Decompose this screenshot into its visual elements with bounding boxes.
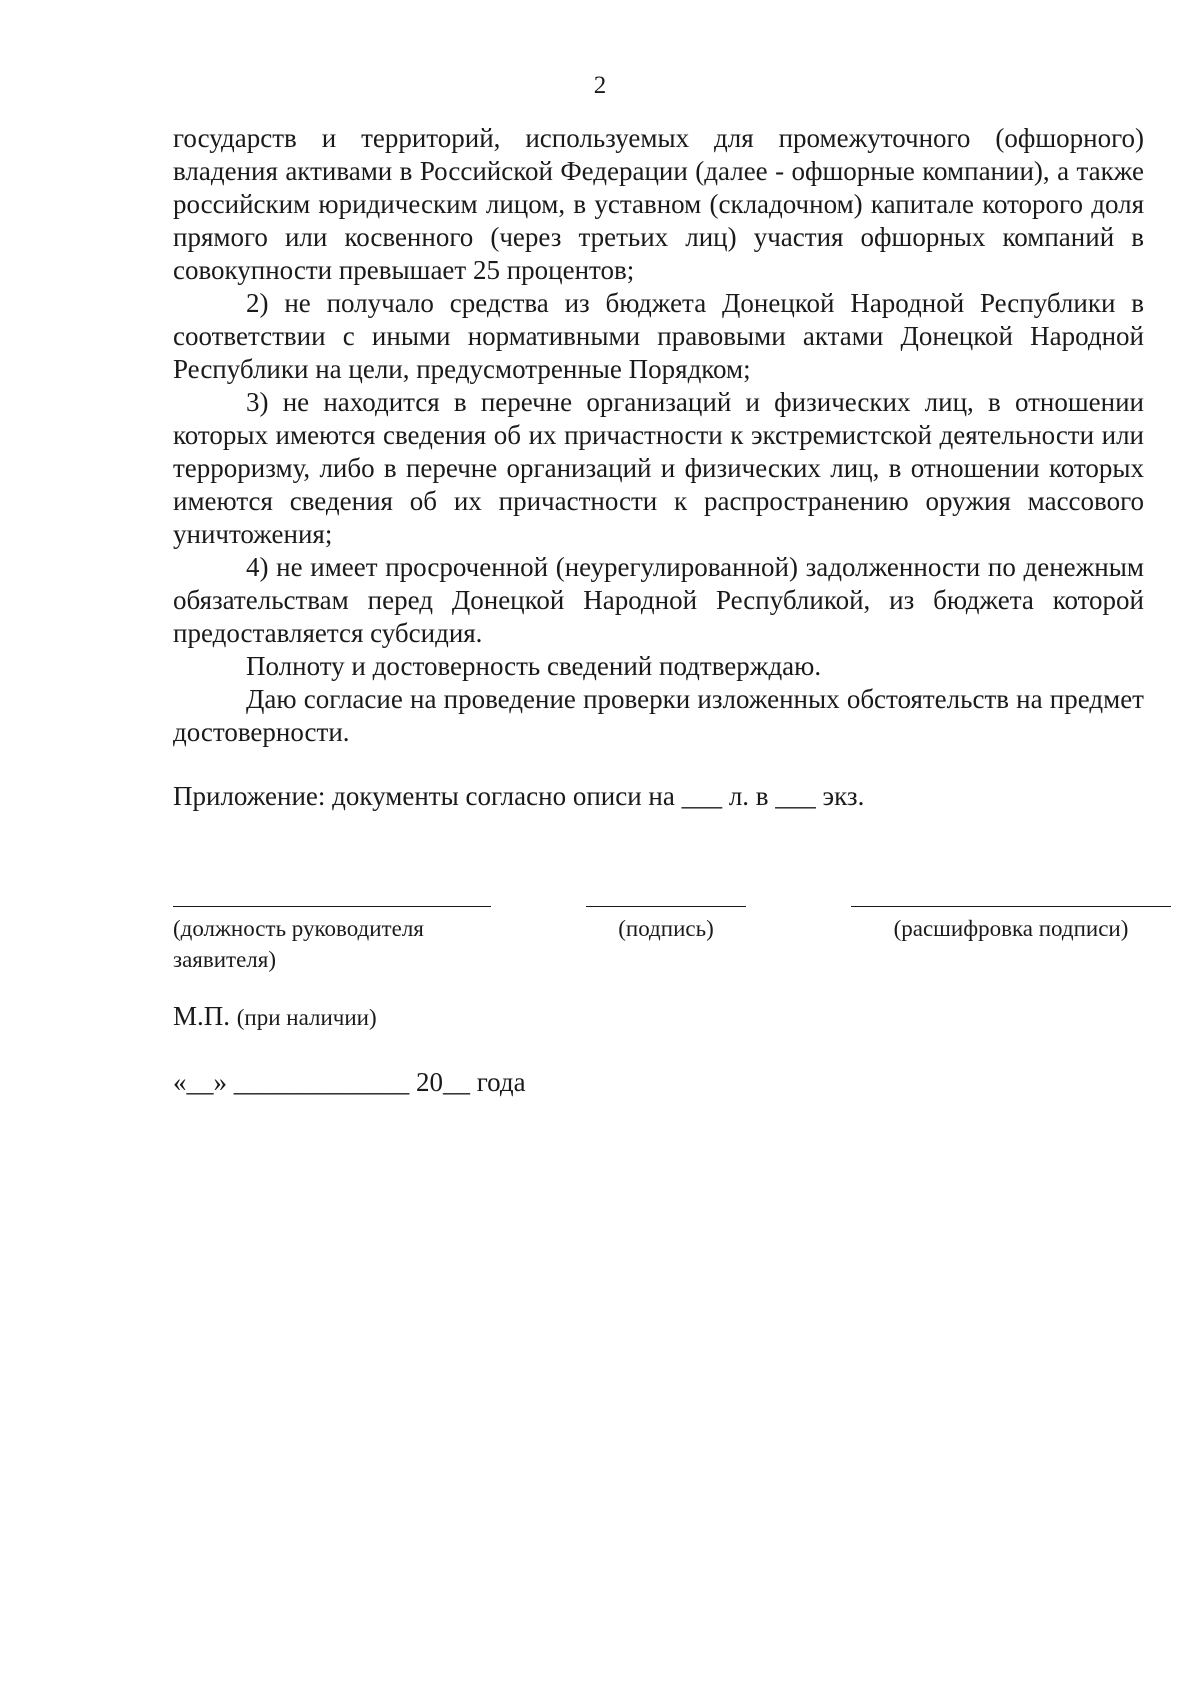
paragraph-item-2: 2) не получало средства из бюджета Донецкой Народной Республики в соответствии с иными нормативными правовыми актами Донецкой Народной Республики на цели, предусмотренные Порядком; — [173, 288, 1144, 384]
appendix-line: Приложение: документы согласно описи на ___ л. в ___ экз. — [173, 781, 865, 811]
position-signature-line — [173, 906, 491, 907]
signature-line — [586, 906, 746, 907]
paragraph-item-4: 4) не имеет просроченной (неурегулированной) задолженности по денежным обязательствам перед Донецкой Народной Республикой, из бюджета которой предоставляется субсидия. — [173, 552, 1144, 648]
paragraph-confirmation: Полноту и достоверность сведений подтверждаю. — [246, 651, 822, 681]
stamp-place — [173, 1000, 377, 1034]
decoding-signature-line — [851, 906, 1171, 907]
stamp-label: М.П. — [173, 1001, 231, 1031]
page-number: 2 — [593, 72, 607, 99]
paragraph-item-3: 3) не находится в перечне организаций и физических лиц, в отношении которых имеются сведения об их причастности к экстремистской деятельности или терроризму, либо в перечне организаций и физических лиц, в отношении которых имеются сведения об их причастности к распространению оружия массового уничтожения; — [173, 387, 1144, 549]
paragraph-consent: Даю согласие на проведение проверки изложенных обстоятельств на предмет достоверности. — [173, 684, 1144, 747]
decoding-caption: (расшифровка подписи) — [893, 916, 1129, 941]
paragraph-offshore: государств и территорий, используемых для промежуточного (офшорного) владения активами в Российской Федерации (далее - офшорные компании), а также российским юридическим лицом, в уставном (складочном) капитале которого доля прямого или косвенного (через третьих лиц) участия офшорных компаний в совокупности превышает 25 процентов; — [173, 123, 1144, 285]
signature-caption: (подпись) — [618, 916, 714, 941]
position-caption: (должность руководителя заявителя) — [173, 916, 424, 972]
date-line: «__» _____________ 20__ года — [173, 1067, 526, 1097]
stamp-note: (при наличии) — [236, 1005, 377, 1030]
document-body — [173, 122, 1144, 749]
